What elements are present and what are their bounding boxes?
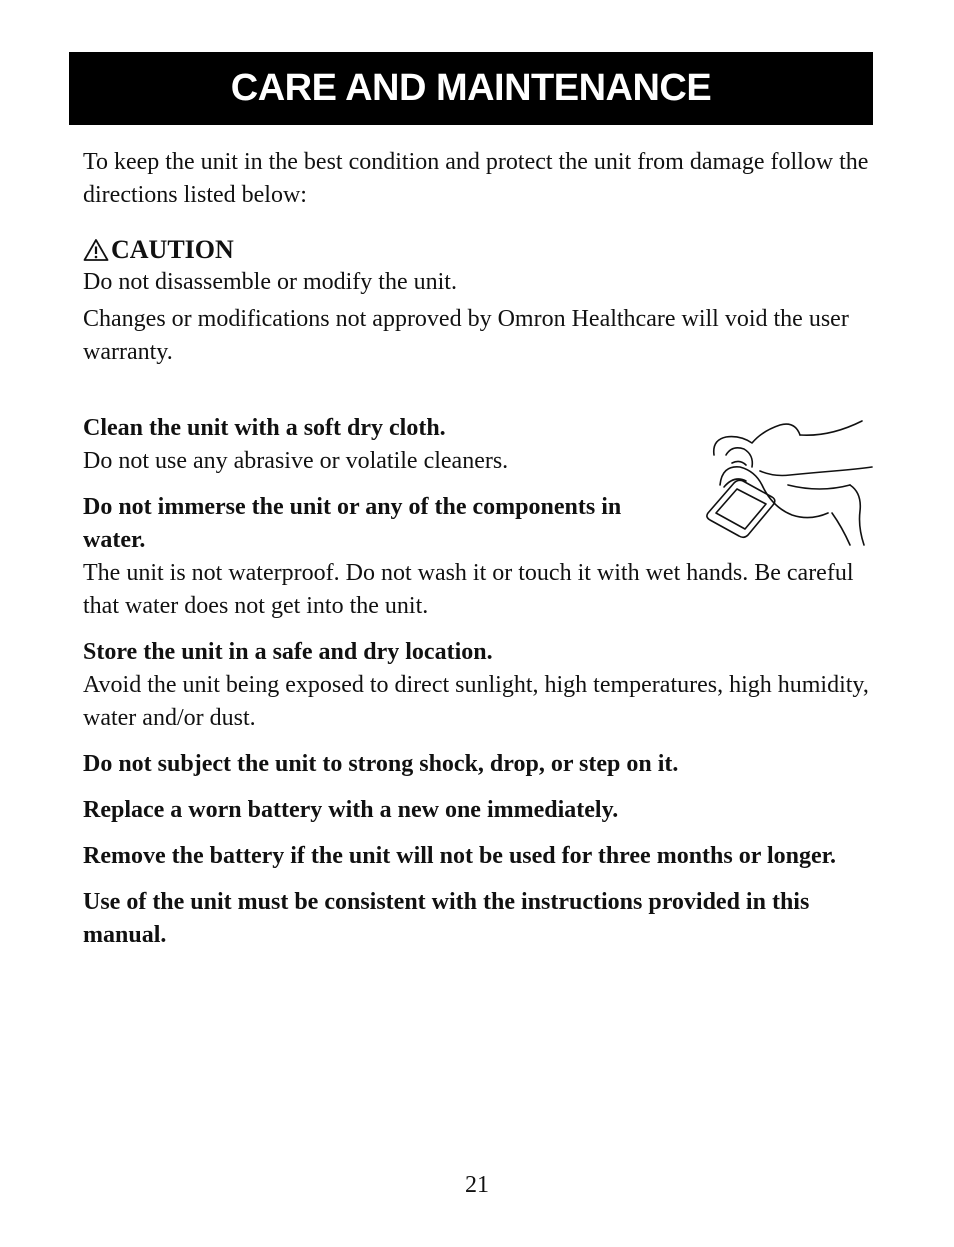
page-title: CARE AND MAINTENANCE	[230, 67, 712, 109]
instruction-heading: Do not immerse the unit or any of the components in water.	[83, 494, 622, 553]
list-item	[83, 840, 873, 873]
instruction-heading: Store the unit in a safe and dry location.	[83, 639, 493, 665]
list-item	[83, 636, 873, 735]
intro-paragraph	[83, 146, 873, 212]
caution-label: CAUTION	[111, 235, 234, 264]
caution-block	[83, 234, 873, 369]
instruction-heading: Clean the unit with a soft dry cloth.	[83, 415, 446, 441]
instruction-heading: Replace a worn battery with a new one immediately.	[83, 797, 619, 823]
instruction-body: Do not use any abrasive or volatile cleaners.	[83, 448, 509, 474]
instruction-heading: Do not subject the unit to strong shock, drop, or step on it.	[83, 751, 679, 777]
hand-wiping-device-icon	[700, 415, 875, 550]
list-item	[83, 748, 873, 781]
caution-line: Do not disassemble or modify the unit.	[83, 269, 457, 295]
page-number: 21	[465, 1172, 489, 1198]
instruction-heading: Remove the battery if the unit will not be used for three months or longer.	[83, 843, 837, 869]
list-item	[83, 794, 873, 827]
list-item	[83, 886, 873, 952]
instruction-body: Avoid the unit being exposed to direct sunlight, high temperatures, high humidity, water and/or dust.	[83, 672, 869, 731]
section-title-banner	[69, 52, 873, 125]
caution-heading	[83, 234, 873, 266]
intro-text: To keep the unit in the best condition and protect the unit from damage follow the directions listed below:	[83, 149, 869, 208]
instruction-heading: Use of the unit must be consistent with the instructions provided in this manual.	[83, 889, 810, 948]
instruction-body: The unit is not waterproof. Do not wash it or touch it with wet hands. Be careful that water does not get into the unit.	[83, 560, 854, 619]
warning-triangle-icon	[83, 238, 109, 262]
caution-line: Changes or modifications not approved by Omron Healthcare will void the user warranty.	[83, 306, 849, 365]
